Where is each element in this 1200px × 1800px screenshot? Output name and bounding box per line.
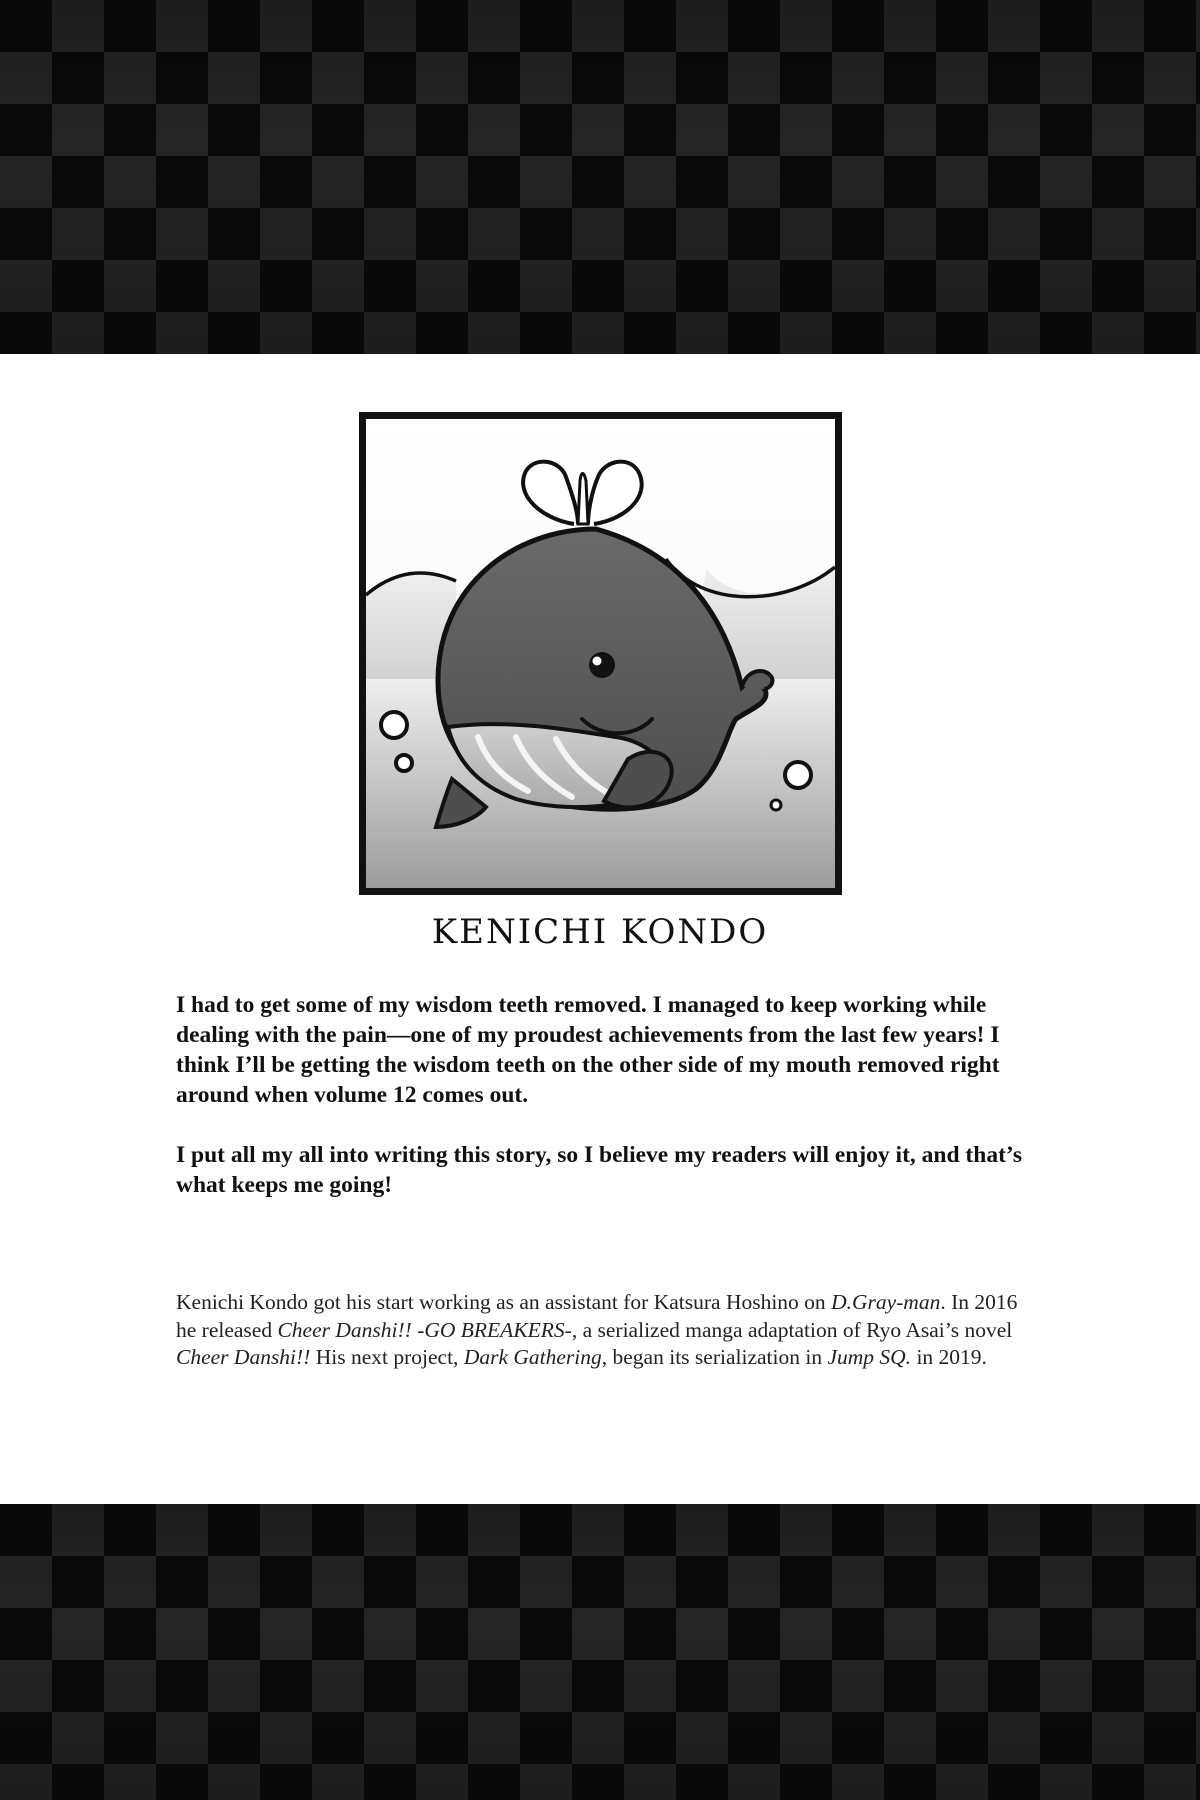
checker-band-bottom: [0, 1504, 1200, 1800]
whale-icon: [366, 419, 835, 888]
bio-title-cheer-danshi-novel: Cheer Danshi!!: [176, 1345, 311, 1369]
bio-text: Kenichi Kondo got his start working as an assistant for Katsura Hoshino on: [176, 1290, 832, 1314]
author-comment-paragraph: I had to get some of my wisdom teeth removed. I managed to keep working while dealing with the pain—one of my proudest achievements from the last few years! I think I’ll be getting the wisdom teeth on the other side of my mouth removed right around when volume 12 comes out.: [176, 992, 1000, 1108]
bio-title-dark-gathering: Dark Gathering: [463, 1345, 602, 1369]
bio-text: , a serialized manga adaptation of Ryo Asai’s novel: [571, 1317, 1013, 1342]
author-portrait: [359, 412, 842, 895]
author-comment-paragraph: I put all my all into writing this story, so I believe my readers will enjoy it, and that’s what keeps me going!: [176, 1142, 1022, 1198]
bio-text: in 2019.: [911, 1345, 987, 1369]
bio-title-cheer-danshi-go-breakers: Cheer Danshi!! -GO BREAKERS-: [277, 1317, 572, 1342]
bio-text: . In 2016 he released: [176, 1290, 1018, 1342]
bio-magazine-jump-sq: Jump SQ.: [827, 1345, 912, 1369]
bio-text: , began its serialization in: [601, 1345, 828, 1369]
author-name: KENICHI KONDO: [431, 912, 769, 952]
author-bio: [176, 1289, 1036, 1372]
bio-text: His next project,: [310, 1345, 464, 1369]
bio-title-dgrayman: D.Gray-man: [831, 1290, 941, 1314]
checker-band-top: [0, 0, 1200, 354]
